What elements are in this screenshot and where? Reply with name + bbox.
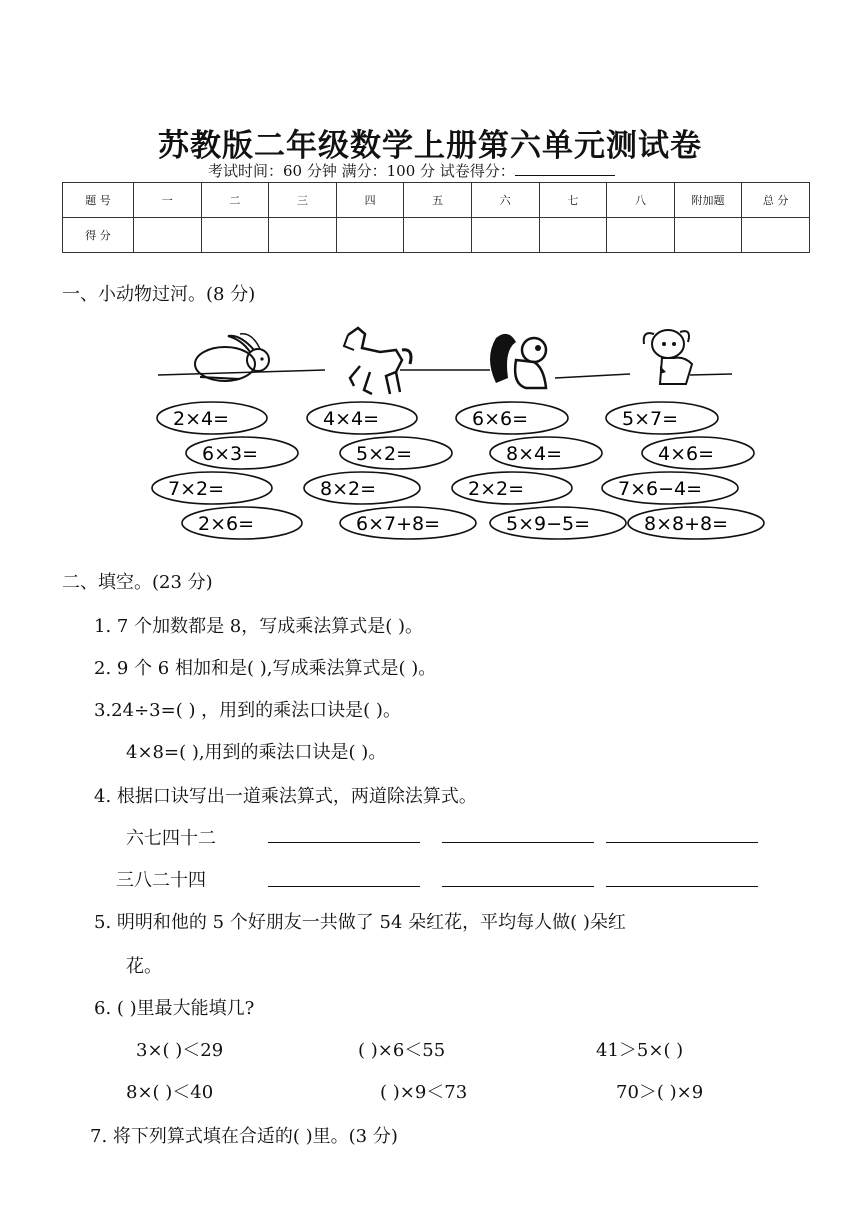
- score-col: 八: [607, 183, 675, 218]
- question-6: 6. ( )里最大能填几?: [94, 998, 255, 1019]
- score-col: 总 分: [742, 183, 810, 218]
- question-7: 7. 将下列算式填在合适的( )里。(3 分): [90, 1126, 398, 1147]
- section1-heading: 一、小动物过河。(8 分): [62, 284, 256, 305]
- score-cell[interactable]: [471, 218, 539, 253]
- question-5-cont: 花。: [126, 956, 162, 977]
- q6-item: ( )×6＜55: [358, 1040, 446, 1061]
- answer-line[interactable]: [606, 886, 758, 887]
- question-4: 4. 根据口诀写出一道乘法算式，两道除法算式。: [94, 786, 477, 807]
- stone: [307, 402, 417, 434]
- stone: [152, 472, 272, 504]
- score-cell[interactable]: [404, 218, 472, 253]
- answer-line[interactable]: [442, 886, 594, 887]
- score-col: 七: [539, 183, 607, 218]
- q6-item: 8×( )＜40: [126, 1082, 214, 1103]
- score-cell[interactable]: [134, 218, 202, 253]
- page-title: 苏教版二年级数学上册第六单元测试卷: [158, 128, 702, 164]
- stone-equation: 5×9−5=: [506, 513, 591, 535]
- q6-item: 41＞5×( ): [596, 1040, 684, 1061]
- score-col: 五: [404, 183, 472, 218]
- river-crossing-scene: [150, 320, 770, 550]
- score-col: 一: [134, 183, 202, 218]
- answer-line[interactable]: [442, 842, 594, 843]
- stone-equation: 6×6=: [472, 408, 529, 430]
- stone: [157, 402, 267, 434]
- stone-equation: 8×4=: [506, 443, 563, 465]
- stone: [490, 507, 626, 539]
- stone: [452, 472, 572, 504]
- stone-equation: 4×4=: [323, 408, 380, 430]
- stone: [340, 437, 452, 469]
- score-col: 附加题: [674, 183, 742, 218]
- score-table: [62, 182, 810, 253]
- stone-equation: 5×7=: [622, 408, 679, 430]
- stone-equation: 8×2=: [320, 478, 377, 500]
- score-cell[interactable]: [742, 218, 810, 253]
- stone-equation: 2×2=: [468, 478, 525, 500]
- stone: [642, 437, 754, 469]
- score-header-label: 题 号: [63, 183, 134, 218]
- stone-equation: 4×6=: [658, 443, 715, 465]
- stepping-stones: [152, 402, 764, 539]
- question-2: 2. 9 个 6 相加和是( ),写成乘法算式是( )。: [94, 658, 437, 679]
- stone: [456, 402, 568, 434]
- stone-equation: 6×7+8=: [356, 513, 441, 535]
- stone: [490, 437, 602, 469]
- exam-info: [208, 160, 615, 181]
- answer-line[interactable]: [606, 842, 758, 843]
- stone: [304, 472, 420, 504]
- score-table-score-row: [63, 218, 810, 253]
- score-cell[interactable]: [674, 218, 742, 253]
- score-cell[interactable]: [336, 218, 404, 253]
- rhyme-1: 六七四十二: [126, 828, 216, 849]
- stone-equation: 7×2=: [168, 478, 225, 500]
- answer-line[interactable]: [268, 886, 420, 887]
- score-cell[interactable]: [269, 218, 337, 253]
- stone: [602, 472, 738, 504]
- horse-icon: [344, 328, 411, 394]
- stone-equation: 6×3=: [202, 443, 259, 465]
- score-col: 三: [269, 183, 337, 218]
- stone-equation: 5×2=: [356, 443, 413, 465]
- score-blank[interactable]: [515, 161, 615, 176]
- score-cell[interactable]: [539, 218, 607, 253]
- score-col: 六: [471, 183, 539, 218]
- stone-equation: 7×6−4=: [618, 478, 703, 500]
- score-col: 二: [201, 183, 269, 218]
- question-5: 5. 明明和他的 5 个好朋友一共做了 54 朵红花，平均每人做( )朵红: [94, 912, 626, 933]
- score-cell[interactable]: [607, 218, 675, 253]
- section2-heading: 二、填空。(23 分): [62, 572, 213, 593]
- stone-equation: 8×8+8=: [644, 513, 729, 535]
- score-table-header-row: [63, 183, 810, 218]
- stone-equation: 2×6=: [198, 513, 255, 535]
- q6-item: ( )×9＜73: [380, 1082, 468, 1103]
- stone: [340, 507, 476, 539]
- score-row-label: 得 分: [63, 218, 134, 253]
- stone: [182, 507, 302, 539]
- squirrel-icon: [490, 334, 546, 388]
- question-3a: 3.24÷3=( ) ，用到的乘法口诀是( )。: [94, 700, 401, 721]
- question-3b: 4×8=( ),用到的乘法口诀是( )。: [126, 742, 387, 763]
- q6-item: 3×( )＜29: [136, 1040, 224, 1061]
- answer-line[interactable]: [268, 842, 420, 843]
- exam-info-text: 考试时间：60 分钟 满分：100 分 试卷得分：: [208, 162, 515, 180]
- question-1: 1. 7 个加数都是 8，写成乘法算式是( )。: [94, 616, 424, 637]
- stone: [186, 437, 298, 469]
- score-col: 四: [336, 183, 404, 218]
- q6-item: 70＞( )×9: [616, 1082, 704, 1103]
- stone: [628, 507, 764, 539]
- stone: [606, 402, 718, 434]
- puppy-icon: [644, 330, 692, 384]
- stone-equation: 2×4=: [173, 408, 230, 430]
- score-cell[interactable]: [201, 218, 269, 253]
- rhyme-2: 三八二十四: [116, 870, 206, 891]
